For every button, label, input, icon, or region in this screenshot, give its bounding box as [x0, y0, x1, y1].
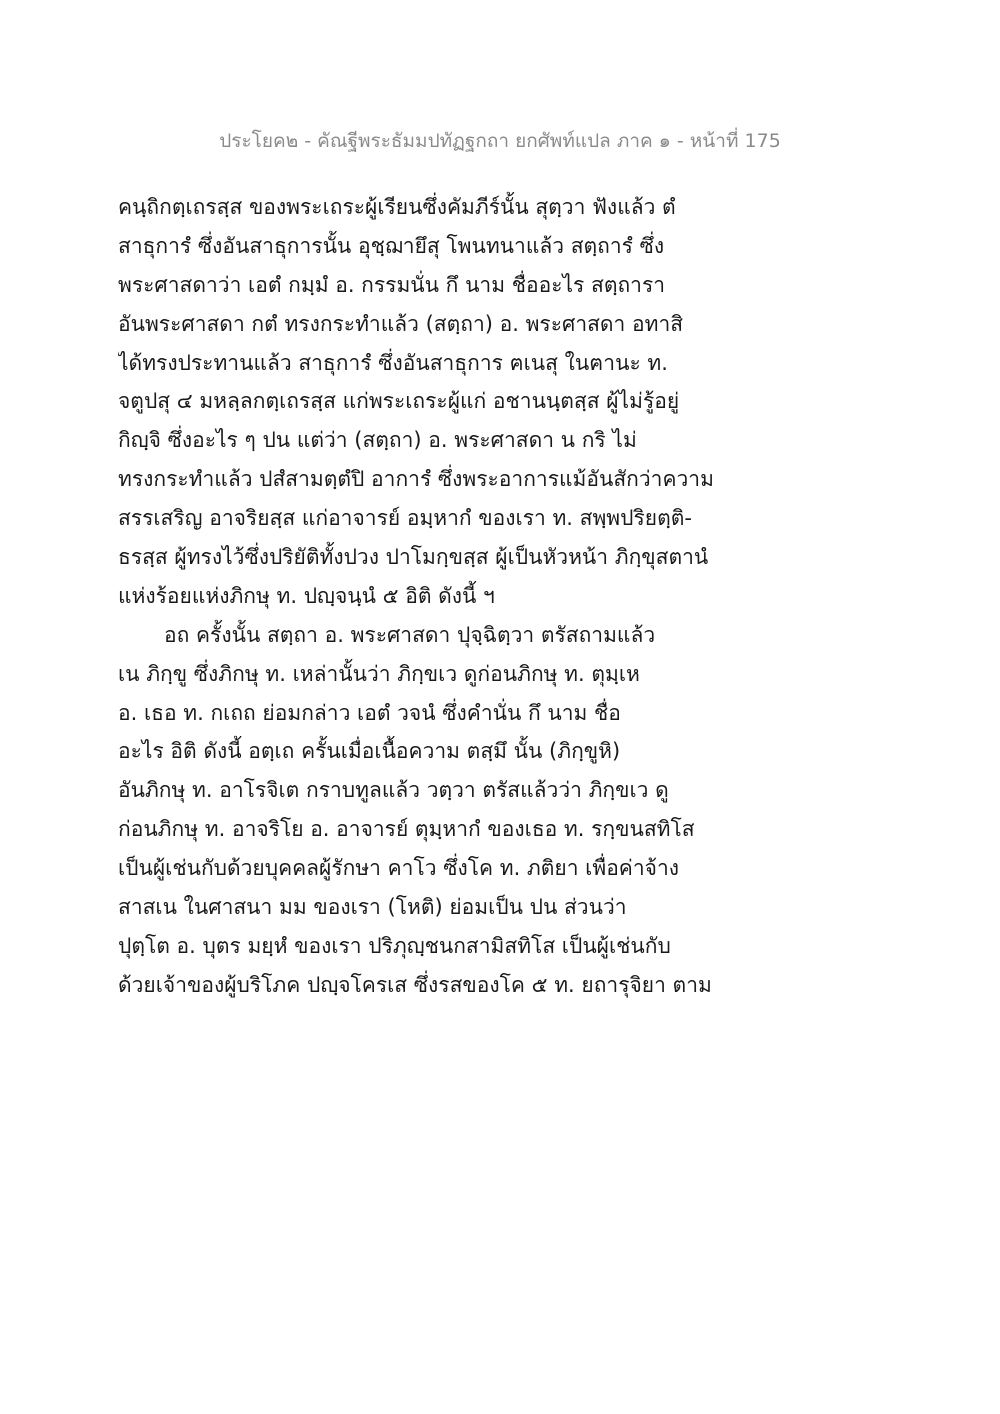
text-line-1: คนฺถิกตฺเถรสฺส ของพระเถระผู้เรียนซึ่งคัมภีร์นั้น สุตฺวา ฟังแล้ว ตํ	[118, 195, 676, 219]
text-line-7: กิญฺจิ ซึ่งอะไร ๆ ปน แต่ว่า (สตฺถา) อ. พระศาสดา น กริ ไม่	[118, 428, 637, 453]
text-line-16: อันภิกษุ ท. อาโรจิเต กราบทูลแล้ว วตฺวา ตรัสแล้วว่า ภิกฺขเว ดู	[118, 778, 669, 803]
text-line-8: ทรงกระทำแล้ว ปสํสามตฺตํปิ อาการํ ซึ่งพระอาการแม้อันสักว่าความ	[118, 467, 714, 492]
text-line-13: เน ภิกฺขู ซึ่งภิกษุ ท. เหล่านั้นว่า ภิกฺขเว ดูก่อนภิกษุ ท. ตุมฺเห	[118, 661, 640, 686]
text-line-4: อันพระศาสดา กตํ ทรงกระทำแล้ว (สตฺถา) อ. พระศาสดา อทาสิ	[118, 311, 684, 336]
text-line-14: อ. เธอ ท. กเถถ ย่อมกล่าว เอตํ วจนํ ซึ่งคำนั่น กึ นาม ชื่อ	[118, 700, 621, 725]
body-text	[118, 188, 888, 1005]
text-line-3: พระศาสดาว่า เอตํ กมฺมํ อ. กรรมนั่น กึ นาม ชื่ออะไร สตฺถารา	[118, 272, 666, 297]
text-line-15: อะไร อิติ ดังนี้ อตฺเถ ครั้นเมื่อเนื้อความ ตสฺมึ นั้น (ภิกฺขูหิ)	[118, 739, 621, 764]
text-line-6: จตูปสุ ๔ มหลฺลกตฺเถรสฺส แก่พระเถระผู้แก่ อชานนฺตสฺส ผู้ไม่รู้อยู่	[118, 389, 680, 414]
text-line-19: สาสเน ในศาสนา มม ของเรา (โหติ) ย่อมเป็น ปน ส่วนว่า	[118, 895, 627, 920]
text-line-17: ก่อนภิกษุ ท. อาจริโย อ. อาจารย์ ตุมฺหากํ ของเธอ ท. รกฺขนสทิโส	[118, 817, 695, 842]
paragraph-start-line: อถ ครั้งนั้น สตฺถา อ. พระศาสดา ปุจฺฉิตฺวา ตรัสถามแล้ว	[164, 622, 656, 647]
text-line-18: เป็นผู้เช่นกับด้วยบุคคลผู้รักษา คาโว ซึ่งโค ท. ภติยา เพื่อค่าจ้าง	[118, 856, 680, 881]
text-line-20: ปุตฺโต อ. บุตร มยฺหํ ของเรา ปริภุญฺชนกสามิสทิโส เป็นผู้เช่นกับ	[118, 933, 671, 958]
text-line-10: ธรสฺส ผู้ทรงไว้ซึ่งปริยัติทั้งปวง ปาโมกฺขสฺส ผู้เป็นหัวหน้า ภิกฺขุสตานํ	[118, 545, 709, 570]
text-line-21: ด้วยเจ้าของผู้บริโภค ปญฺจโครเส ซึ่งรสของโค ๕ ท. ยถารุจิยา ตาม	[118, 972, 712, 997]
text-line-5: ได้ทรงประทานแล้ว สาธุการํ ซึ่งอันสาธุการ ฅเนสุ ในฅานะ ท.	[118, 350, 668, 375]
text-line-9: สรรเสริญ อาจริยสฺส แก่อาจารย์ อมฺหากํ ของเรา ท. สพฺพปริยตฺติ-	[118, 506, 692, 531]
text-line-2: สาธุการํ ซึ่งอันสาธุการนั้น อุชฺฌายึสุ โพนทนาแล้ว สตฺถารํ ซึ่ง	[118, 233, 665, 258]
text-line-11: แห่งร้อยแห่งภิกษุ ท. ปญฺจนฺนํ ๕ อิติ ดังนี้ ฯ	[118, 583, 495, 608]
page-header: ประโยค๒ - คัณฐีพระธัมมปทัฏฐกถา ยกศัพท์แปล ภาค ๑ - หน้าที่ 175	[219, 130, 781, 152]
